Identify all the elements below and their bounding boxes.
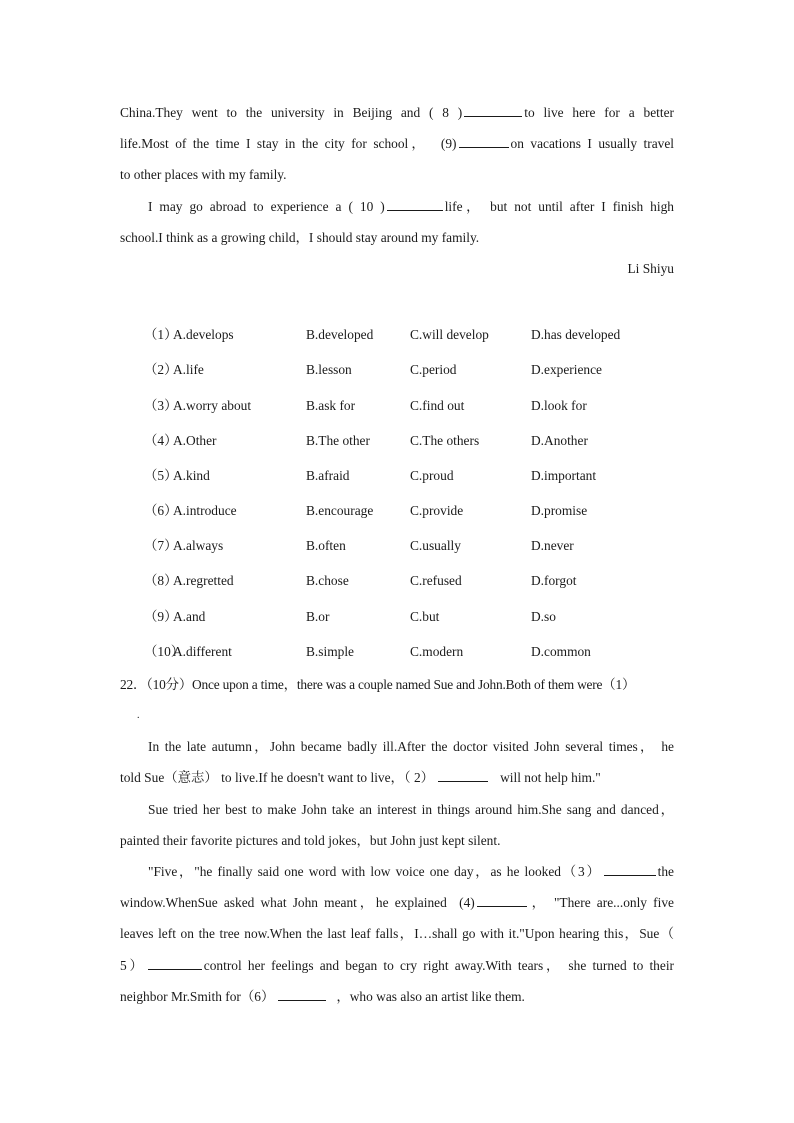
option-b[interactable]: B.afraid <box>306 467 350 483</box>
option-b[interactable]: B.often <box>306 538 346 554</box>
question-number: （1） <box>144 327 178 343</box>
option-a[interactable]: A.regretted <box>173 573 234 589</box>
answer-blank-2[interactable] <box>438 780 488 782</box>
question-22-line <box>120 856 674 887</box>
question-number: （2） <box>144 362 178 378</box>
passage-line <box>120 128 674 159</box>
option-a[interactable]: A.kind <box>173 467 210 483</box>
option-d[interactable]: D.Another <box>531 432 588 448</box>
question-22-line <box>120 825 674 856</box>
question-22-text: ，who was also an artist like them. <box>336 988 525 1004</box>
option-row <box>120 493 674 528</box>
answer-blank-4[interactable] <box>477 905 527 907</box>
option-row <box>120 388 674 423</box>
question-number: （7） <box>144 538 178 554</box>
question-22-text: leaves left on the tree now.When the last leaf falls，I…shall go with it."Upon hearing this，Sue（ <box>120 926 674 942</box>
option-a[interactable]: A.and <box>173 608 206 624</box>
option-a[interactable]: A.develops <box>173 327 234 343</box>
question-22-text: 22．（10分）Once upon a time，there was a couple named Sue and John.Both of them were（1） <box>120 677 636 692</box>
option-a[interactable]: A.Other <box>173 432 217 448</box>
passage-line <box>120 191 674 222</box>
option-d[interactable]: D.has developed <box>531 327 621 343</box>
passage-line <box>120 97 674 128</box>
question-22-text: In the late autumn，John became badly ill.After the doctor visited John several times， he <box>148 739 674 755</box>
question-22-text: window.WhenSue asked what John meant，he explained (4) <box>120 895 475 911</box>
question-22-text: told Sue（意志） to live.If he doesn't want to live，（ 2） <box>120 770 435 786</box>
option-d[interactable]: D.never <box>531 538 574 554</box>
passage-line <box>120 159 674 190</box>
option-row <box>120 563 674 598</box>
question-22-text: the <box>657 863 674 879</box>
question-22-text: will not help him." <box>500 770 601 786</box>
answer-blank-10[interactable] <box>387 209 443 211</box>
question-22-text: . <box>137 710 140 722</box>
passage-text: China.They went to the university in Beijing and ( 8 ) <box>120 105 463 120</box>
question-22-text: control her feelings and began to cry right away.With tears， she turned to their <box>203 957 674 973</box>
options-list <box>120 317 674 669</box>
question-22-text: "Five，"he finally said one word with low voice one day，as he looked（3） <box>148 863 602 879</box>
option-c[interactable]: C.find out <box>410 397 465 413</box>
option-d[interactable]: D.important <box>531 467 597 483</box>
answer-blank-6[interactable] <box>278 999 326 1001</box>
signature-text: Li Shiyu <box>627 260 674 276</box>
option-row <box>120 528 674 563</box>
passage-line <box>120 222 674 253</box>
option-row <box>120 352 674 387</box>
passage-text: I may go abroad to experience a ( 10 ) <box>148 198 385 214</box>
passage-text: school.I think as a growing child，I should stay around my family. <box>120 229 480 245</box>
question-22-text: neighbor Mr.Smith for（6） <box>120 988 275 1004</box>
option-b[interactable]: B.or <box>306 608 330 624</box>
option-c[interactable]: C.provide <box>410 503 464 519</box>
option-d[interactable]: D.look for <box>531 397 587 413</box>
option-d[interactable]: D.promise <box>531 503 588 519</box>
option-row <box>120 599 674 634</box>
option-b[interactable]: B.encourage <box>306 503 374 519</box>
option-c[interactable]: C.The others <box>410 432 480 448</box>
question-22 <box>120 669 674 1012</box>
option-row <box>120 317 674 352</box>
answer-blank-9[interactable] <box>459 146 509 148</box>
option-c[interactable]: C.refused <box>410 573 462 589</box>
passage-text: to live here for a better <box>524 105 674 120</box>
question-number: （8） <box>144 573 178 589</box>
option-c[interactable]: C.period <box>410 362 457 378</box>
question-22-text: Sue tried her best to make John take an interest in things around him.She sang and danced， <box>148 801 674 817</box>
option-b[interactable]: B.The other <box>306 432 370 448</box>
option-a[interactable]: A.life <box>173 362 204 378</box>
option-d[interactable]: D.experience <box>531 362 603 378</box>
question-number: （3） <box>144 397 178 413</box>
question-22-line <box>120 762 674 793</box>
question-22-line <box>120 794 674 825</box>
answer-blank-8[interactable] <box>464 115 522 117</box>
option-d[interactable]: D.common <box>531 643 591 659</box>
option-row <box>120 458 674 493</box>
option-row <box>120 423 674 458</box>
answer-blank-5[interactable] <box>148 968 202 970</box>
question-22-line <box>120 981 674 1012</box>
question-22-line <box>120 731 674 762</box>
option-a[interactable]: A.always <box>173 538 224 554</box>
option-a[interactable]: A.worry about <box>173 397 252 413</box>
question-number: （6） <box>144 503 178 519</box>
question-number: （4） <box>144 432 178 448</box>
option-b[interactable]: B.simple <box>306 643 354 659</box>
question-22-line <box>120 950 674 981</box>
option-a[interactable]: A.different <box>173 643 232 659</box>
option-row <box>120 634 674 669</box>
signature <box>120 253 674 284</box>
question-22-line <box>120 669 674 700</box>
passage-text: life.Most of the time I stay in the city for school， (9) <box>120 136 457 152</box>
passage-text: on vacations I usually travel <box>510 136 674 152</box>
question-number: （9） <box>144 608 178 624</box>
document-page <box>120 97 674 1012</box>
option-d[interactable]: D.so <box>531 608 556 624</box>
option-a[interactable]: A.introduce <box>173 503 237 519</box>
question-22-line <box>120 700 674 731</box>
question-22-text: ， "There are...only five <box>528 895 674 911</box>
question-22-line <box>120 918 674 949</box>
question-number: （5） <box>144 467 178 483</box>
question-22-text: painted their favorite pictures and told jokes，but John just kept silent. <box>120 832 501 848</box>
option-c[interactable]: C.proud <box>410 467 454 483</box>
question-number: （10） <box>144 643 185 659</box>
option-b[interactable]: B.ask for <box>306 397 356 413</box>
passage-text: to other places with my family. <box>120 167 287 183</box>
answer-blank-3[interactable] <box>604 874 656 876</box>
option-c[interactable]: C.modern <box>410 643 464 659</box>
option-b[interactable]: B.chose <box>306 573 349 589</box>
option-c[interactable]: C.but <box>410 608 440 624</box>
option-b[interactable]: B.developed <box>306 327 374 343</box>
question-22-line <box>120 887 674 918</box>
option-b[interactable]: B.lesson <box>306 362 352 378</box>
spacer <box>120 284 674 317</box>
option-c[interactable]: C.will develop <box>410 327 489 343</box>
passage-text: life， but not until after I finish high <box>444 198 674 214</box>
option-c[interactable]: C.usually <box>410 538 461 554</box>
option-d[interactable]: D.forgot <box>531 573 577 589</box>
question-22-text: 5） <box>120 957 146 973</box>
